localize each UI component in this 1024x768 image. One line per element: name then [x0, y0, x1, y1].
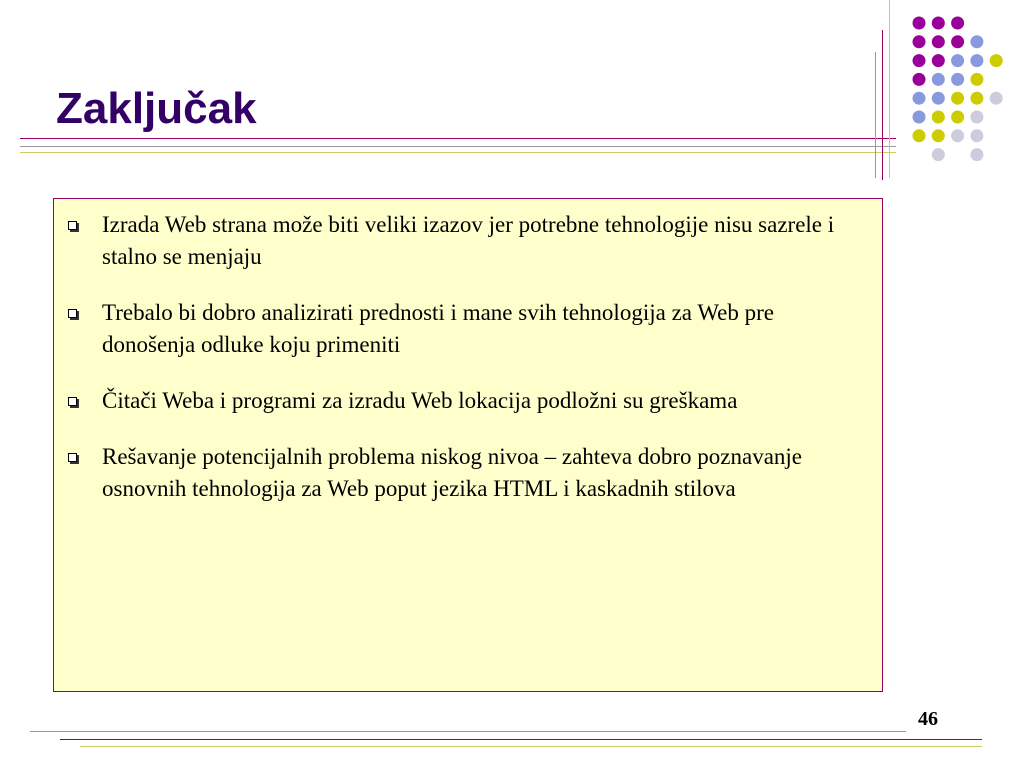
decorative-dot: [951, 54, 964, 67]
decorative-dot: [932, 73, 945, 86]
decorative-dot: [951, 92, 964, 105]
bullet-text: Rešavanje potencijalnih problema niskog nivoa – zahteva dobro poznavanje osnovnih tehnologija za Web poput jezika HTML i kaskadnih stilova: [102, 444, 802, 501]
list-item: [68, 209, 848, 273]
decorative-dot: [951, 35, 964, 48]
decorative-dot: [990, 54, 1003, 67]
decorative-dot: [932, 148, 945, 161]
decorative-dot: [913, 129, 926, 142]
checkbox-bullet-icon: [68, 453, 77, 462]
decorative-dot: [913, 92, 926, 105]
footer-rule-mid: [60, 739, 982, 740]
decorative-dot: [932, 54, 945, 67]
decorative-dot: [951, 17, 964, 30]
decorative-dot: [970, 148, 983, 161]
decorative-dot: [932, 17, 945, 30]
decorative-dot: [951, 111, 964, 124]
footer-rule-top: [30, 731, 906, 732]
page-number: 46: [918, 708, 938, 730]
decorative-dot: [951, 129, 964, 142]
bullet-list: [68, 209, 848, 529]
footer-rule-bottom: [80, 746, 982, 747]
decorative-dot: [913, 17, 926, 30]
decorative-dot: [932, 92, 945, 105]
list-item: [68, 385, 848, 417]
list-item: [68, 297, 848, 361]
bullet-text: Izrada Web strana može biti veliki izazov jer potrebne tehnologije nisu sazrele i stalno se menjaju: [102, 212, 835, 269]
decorative-dot: [913, 35, 926, 48]
bullet-text: Čitači Weba i programi za izradu Web lokacija podložni su greškama: [102, 388, 738, 413]
bullet-text: Trebalo bi dobro analizirati prednosti i mane svih tehnologija za Web pre donošenja odluke koju primeniti: [102, 300, 775, 357]
checkbox-bullet-icon: [68, 397, 77, 406]
decorative-dot: [970, 35, 983, 48]
content-box: [53, 198, 883, 692]
decorative-dot: [990, 92, 1003, 105]
decorative-dot: [970, 54, 983, 67]
decorative-dot: [970, 129, 983, 142]
decorative-dot: [951, 73, 964, 86]
decorative-dot: [932, 129, 945, 142]
decorative-dot: [913, 54, 926, 67]
decorative-dot: [970, 111, 983, 124]
checkbox-bullet-icon: [68, 309, 77, 318]
decorative-dot: [970, 73, 983, 86]
decorative-dot: [970, 92, 983, 105]
decorative-dot: [932, 35, 945, 48]
decorative-dot: [932, 111, 945, 124]
list-item: [68, 441, 848, 505]
decorative-dot: [913, 111, 926, 124]
page-title: Zaključak: [56, 84, 257, 133]
decorative-dot: [913, 73, 926, 86]
checkbox-bullet-icon: [68, 221, 77, 230]
